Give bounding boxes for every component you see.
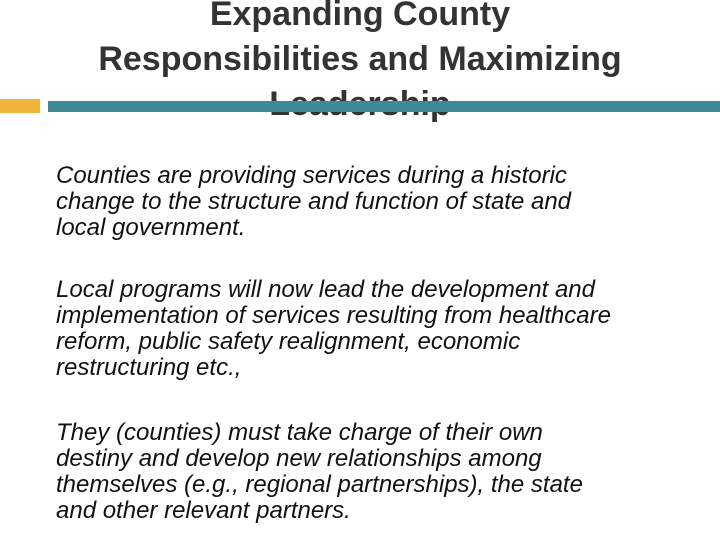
orange-accent-bar (0, 99, 40, 113)
bullet-line: Local programs will now lead the development and (56, 276, 595, 303)
bullet-line: themselves (e.g., regional partnerships), the state (56, 471, 583, 498)
bullet-line: restructuring etc., (56, 354, 242, 381)
slide-title-line: Expanding County (209, 0, 511, 33)
bullet-line: They (counties) must take charge of their own (56, 419, 543, 446)
bullet-line: implementation of services resulting from healthcare (56, 302, 611, 329)
slide-title-line: Responsibilities and Maximizing (98, 40, 622, 78)
teal-divider-bar (48, 101, 720, 112)
bullet-item-services (56, 163, 696, 241)
bullet-line: and other relevant partners. (56, 497, 351, 524)
bullet-line: Counties are providing services during a historic (56, 162, 567, 189)
bullet-line: local government. (56, 214, 246, 241)
bullet-line: destiny and develop new relationships among (56, 445, 542, 472)
bullet-item-local-programs (56, 277, 696, 381)
bullet-item-counties-destiny (56, 420, 696, 524)
bullet-line: change to the structure and function of state and (56, 188, 572, 215)
bullet-line: reform, public safety realignment, economic (56, 328, 521, 355)
